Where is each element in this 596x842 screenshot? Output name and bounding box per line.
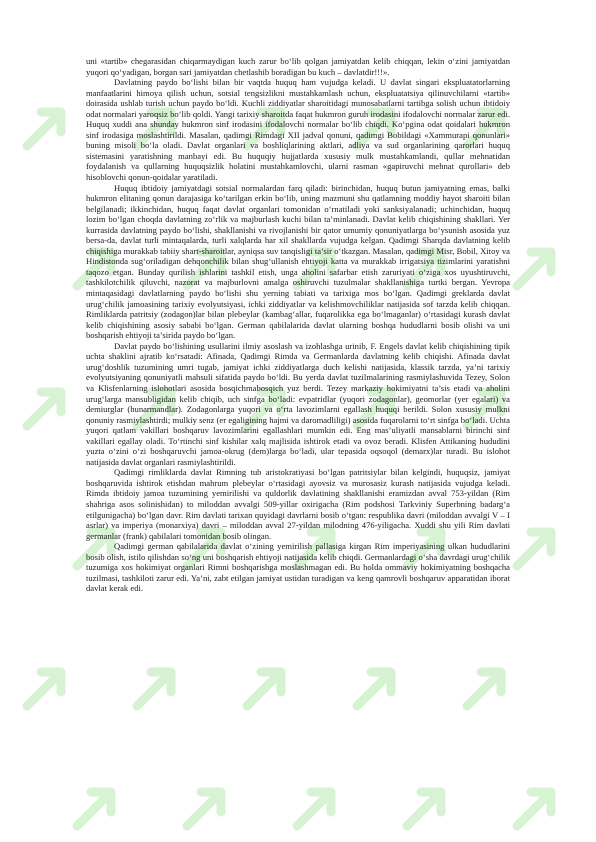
watermark-arrow-mark xyxy=(517,252,551,286)
watermark-arrow-mark xyxy=(357,672,391,706)
document-page xyxy=(86,56,510,594)
paragraph-2: Davlatning paydo bo‘lishi bilan bir vaqtda huquq ham vujudga keladi. U davlat singari ekspluatatorlarning manfaatlarini himoya qilish uchun, sotsial tengsizlikni mustahkamlash uchun, ekspluatatsiya qilinuvchilarni «tartib» doirasida ushlab turish uchun paydo bo‘ldi. Kuchli ziddiyatlar sharoitidagi munosabatlarni tartibga solish uchun ibtidoiy odat normalari yaroqsiz bo‘lib qoldi. Yangi tarixiy sharoitda faqat hukmron guruh irodasini ifodalovchi normalar zarur edi. Huquq xuddi ana shunday hukmron sinf irodasini ifodalovchi normalar bo‘lib chiqdi. Ko‘pgina odat qoidalari hukmron sinf irodasiga moslashtirildi. Masalan, qadimgi Rimdagi XII jadval qonuni, qadimgi Bobildagi «Xammurapi qonunlari» buning misoli bo‘la oladi. Davlat organlari va boshliqlarining aktlari, adliya va sud organlarining qarorlari huquq sistemasini yaratishning manbayi edi. Bu huquqiy hujjatlarda xususiy mulk mustahkamlandi, qullar mehnatidan foydalanish va qullarning huquqsizlik holatini mustahkamlovchi, ularni rasman «gapiruvchi mehnat qurollari» deb hisoblovchi qonun-qoidalar yaratiladi. xyxy=(86,77,510,183)
watermark-arrow-mark xyxy=(297,792,331,826)
watermark-arrow-mark xyxy=(187,792,221,826)
watermark-arrow-mark xyxy=(247,672,281,706)
paragraph-4: Davlat paydo bo‘lishining usullarini ilmiy asoslash va izohlashga urinib, F. Engels davlat kelib chiqishining tipik uchta shaklini ajratib ko‘rsatadi: Afinada, Qadimgi Rimda va Germanlarda davlatning kelib chiqishi. Afinada davlat urug‘doshlik tuzumining umri tugab, jamiyat ichki ziddiyatlarga duch kelishi natijasida, klassik tarzda, ya’ni tarixiy evolyutsiyaning qonuniyatli mahsuli sifatida paydo bo‘ldi. Bu yerda davlat tuzilmalarining rasmiylashuvida Tezey, Solon va Klisfenlarning islohotlari asosida bosqichmabosqich yuz berdi. Tezey markaziy hokimiyatni ta’sis etadi va aholini urug‘larga mansubligidan kelib chiqib, uch sinfga bo‘ladi: evpatridlar (yuqori zodagonlar), geomorlar (yer egalari) va demiurglar (hunarmandlar). Zodagonlarga yuqori va o‘rta lavozimlarni egallash huquqi berildi. Solon xususiy mulkni qonuniy rasmiylashtirdi; mulkiy senz (er egaligining hajmi va daromadliligi) asosida fuqarolarni to‘rt sinfga bo‘ladi. Uchta yuqori qatlam vakillari boshqaruv lavozimlarini egallashlari mumkin edi. Eng mas’uliyatli mansablarni birinchi sinf vakillari egallay oladi. To‘rtinchi sinf kishilar xalq majlisida ishtirok etadi va ovoz beradi. Klisfen Attikaning hududini yuzta o‘zini o‘zi boshqaruvchi jamoa-okrug (dem)larga bo‘ladi, ular tepasida oqsoqol (demarx)lar turadi. Bu islohot natijasida davlat organlari rasmiylashtirildi. xyxy=(86,340,510,467)
paragraph-6: Qadimgi german qabilalarida davlat o‘zining yemirilish pallasiga kirgan Rim imperiyasining ulkan hududlarini bosib olish, istilo qilishdan so‘ng uni boshqarish ehtiyoji natijasida kelib chiqdi. Germanlardagi o‘sha davrdagi urug‘chilik tuzumiga xos hokimiyat organlari Rimni boshqarishga moslashmagan edi. Bu holda ommaviy hokimiyatning boshqacha tuzilmasi, tashkiloti zarur edi. Ya’ni, zabt etilgan jamiyat ustidan turadigan va keng qamrovli boshqaruv apparatidan iborat davlat kerak edi. xyxy=(86,541,510,594)
watermark-arrow-mark xyxy=(517,792,551,826)
watermark-arrow-mark xyxy=(27,672,61,706)
watermark-arrow-mark xyxy=(77,792,111,826)
watermark-arrow-mark xyxy=(517,532,551,566)
paragraph-3: Huquq ibtidoiy jamiyatdagi sotsial normalardan farq qiladi: birinchidan, huquq butun jamiyatning emas, balki hukmron elitaning qonun darajasiga ko‘tarilgan erkin bo‘lib, uning mazmuni shu qatlamning moddiy hayot sharoiti bilan belgilanadi; ikkinchidan, huquq faqat davlat organlari tomonidan o‘rnatiladi yoki sanksiyalanadi; uchinchidan, huquq lozim bo‘lgan choqda davlatning zo‘rlik va majburlash kuchi bilan ta’minlanadi. Davlat kelib chiqishining shakllari. Yer kurrasida davlatning paydo bo‘lishi, shakllanishi va rivojlanishi bir qator umumiy qonuniyatlarga bo‘ysunish asosida yuz bersa-da, davlat turli mintaqalarda, turli xalqlarda har xil shakllarda vujudga kelgan. Qadimgi Sharqda davlatning kelib chiqishiga murakkab tabiiy shart-sharoitlar, ayniqsa suv tanqisligi ta’sir o‘tkazgan. Masalan, qadimgi Misr, Bobil, Xitoy va Hindistonda sug‘oriladigan dehqonchilik bilan shug‘ullanish ehtiyoji katta va murakkab irrigatsiya tizimlarini yaratishni taqozo etgan. Bunday qurilish ishlarini tashkil etish, unga aholini safarbar etish zaruriyati o‘ziga xos uyushtiruvchi, tashkilotchilik qiluvchi, nazorat va majburlovni amalga oshiruvchi tuzulmalar shakllanishiga turtki bergan. Yevropa mintaqasidagi davlatlarning paydo bo‘lishi shu yerning tabiati va tarixiga mos bo‘lgan. Qadimgi greklarda davlat urug‘chilik jamoasining tarixiy evolyutsiyasi, ichki ziddiyatlar va kelishmovchiliklar natijasida sof tarzda kelib chiqqan. Rimliklarda patritsiy (zodagon)lar bilan plebeylar (kambag‘allar, fuqarolikka ega bo‘lmaganlar) o‘rtasidagi kurash davlat kelib chiqishining asosiy sababi bo‘lgan. German qabilalarida davlat ularning boshqa hududlarni bosib olishi va uni boshqarish ehtiyoji ta’sirida paydo bo‘lgan. xyxy=(86,182,510,341)
watermark-arrow-mark xyxy=(137,672,171,706)
watermark-arrow-mark xyxy=(467,672,501,706)
paragraph-1: uni «tartib» chegarasidan chiqarmaydigan kuch zarur bo‘lib qolgan jamiyatdan kelib chiqqan, lekin o‘zini jamiyatdan yuqori qo‘yadigan, borgan sari jamiyatdan chetlashib boradigan bu kuch – davlatdir!!!». xyxy=(86,56,510,77)
paragraph-5: Qadimgi rimliklarda davlat Rimning tub aristokratiyasi bo‘lgan patritsiylar bilan kelgindi, huquqsiz, jamiyat boshqaruvida ishtirok etishdan mahrum plebeylar o‘rtasidagi ayovsiz va murosasiz kurash natijasida vujudga keladi. Rimda ibtidoiy jamoa tuzumining yemirilishi va quldorlik davlatining shakllanishi eramizdan avval 753-yildan (Rim shahriga asos solinishidan) to miloddan avvalgi 509-yillar oxirigacha (Rim podshosi Tarkviniy Superbning badarg‘a etilgunigacha) bo‘lgan davr. Rim davlati tarixan quyidagi davrlarni bosib o‘tgan: respublika davri (miloddan avvalgi V – I asrlar) va imperiya (monarxiya) davri – miloddan avval 27-yildan milodning 476-yiligacha. Xuddi shu yili Rim davlati germanlar (frank) qabilalari tomonidan bosib olingan. xyxy=(86,467,510,541)
watermark-arrow-mark xyxy=(407,792,441,826)
watermark-arrow-mark xyxy=(27,392,61,426)
watermark-arrow-mark xyxy=(27,112,61,146)
